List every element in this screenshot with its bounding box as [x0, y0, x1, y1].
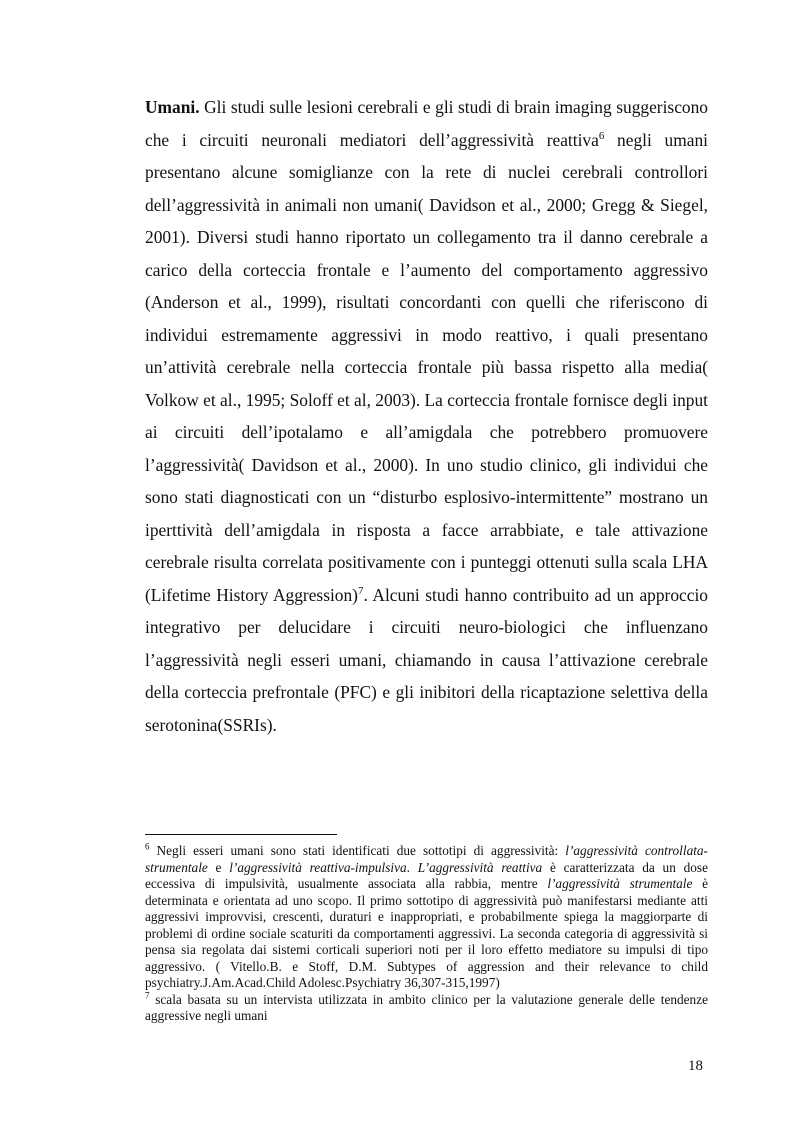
- footnote-italic-term: l’aggressività reattiva-impulsiva: [229, 859, 407, 875]
- main-paragraph: [145, 91, 708, 741]
- footnote-text: Negli esseri umani sono stati identificati due sottotipi di aggressività:: [149, 843, 566, 858]
- footnote-text: e: [207, 859, 230, 875]
- footnote-italic-term: L’aggressività reattiva: [417, 859, 543, 875]
- footnote-marker: 7: [145, 990, 150, 1001]
- footnote-italic-term: l’aggressività controllata-strumentale: [145, 843, 708, 875]
- section-lead-heading: Umani.: [145, 97, 200, 117]
- footnote-text: .: [406, 859, 418, 875]
- paragraph-text-part-2: negli umani presentano alcune somiglianze con la rete di nuclei cerebrali controllori dell’aggressività in animali non umani( Davidson et al., 2000; Gregg & Siegel, 2001). Diversi studi hanno riportato un collegamento tra il danno cerebrale a carico della corteccia frontale e l’aumento del comportamento aggressivo (Anderson et al., 1999), risultati concordanti con quelli che riferiscono di individui estremamente aggressivi in modo reattivo, i quali presentano un’attività cerebrale nella corteccia frontale più bassa rispetto alla media( Volkow et al., 1995; Soloff et al, 2003). La corteccia frontale fornisce degli input ai circuiti dell’ipotalamo e all’amigdala che potrebbero promuovere l’aggressività( Davidson et al., 2000). In uno studio clinico, gli individui che sono stati diagnosticati con un “disturbo esplosivo-intermittente” mostrano un iperttività dell’amigdala in risposta a facce arrabbiate, e tale attivazione cerebrale risulta correlata positivamente con i punteggi ottenuti sulla scala LHA (Lifetime History Aggression): [145, 129, 708, 605]
- footnote-text: scala basata su un intervista utilizzata in ambito clinico per la valutazione generale delle tendenze aggressive negli umani: [145, 991, 708, 1023]
- footnotes-section: [145, 843, 708, 1025]
- paragraph-umani: [145, 91, 708, 741]
- footnote-reference-7[interactable]: 7: [357, 584, 364, 597]
- footnote-separator: [145, 834, 337, 835]
- footnote-reference-6[interactable]: 6: [598, 129, 605, 142]
- footnote-7: [145, 992, 708, 1025]
- paragraph-text-part-1: Gli studi sulle lesioni cerebrali e gli studi di brain imaging suggeriscono che i circuiti neuronali mediatori dell’aggressività reattiva: [145, 97, 708, 150]
- footnote-text: è caratterizzata da un dose eccessiva di impulsività, usualmente associata alla rabbia, mentre: [145, 859, 708, 891]
- footnote-6: [145, 843, 708, 992]
- footnote-italic-term: l’aggressività strumentale: [547, 876, 693, 891]
- footnote-text: è determinata e orientata ad uno scopo. Il primo sottotipo di aggressività può manifestarsi mediante atti aggressivi improvvisi, crescenti, duraturi e inappropriati, e probabilmente spiega la maggiorparte di problemi di ordine sociale scaturiti da comportamenti aggressivi. La seconda categoria di aggressività si pensa sia regolata dai sistemi corticali superiori noti per il loro effetto mediatore su impulsi di tipo aggressivo. ( Vitello.B. e Stoff, D.M. Subtypes of aggression and their relevance to child psychiatry.J.Am.Acad.Child Adolesc.Psychiatry 36,307-315,1997): [145, 876, 708, 990]
- footnote-marker: 6: [145, 841, 150, 852]
- paragraph-text-part-3: . Alcuni studi hanno contribuito ad un approccio integrativo per delucidare i circuiti neuro-biologici che influenzano l’aggressività negli esseri umani, chiamando in causa l’attivazione cerebrale della corteccia prefrontale (PFC) e gli inibitori della ricaptazione selettiva della serotonina(SSRIs).: [145, 584, 708, 735]
- page-number: 18: [688, 1058, 703, 1074]
